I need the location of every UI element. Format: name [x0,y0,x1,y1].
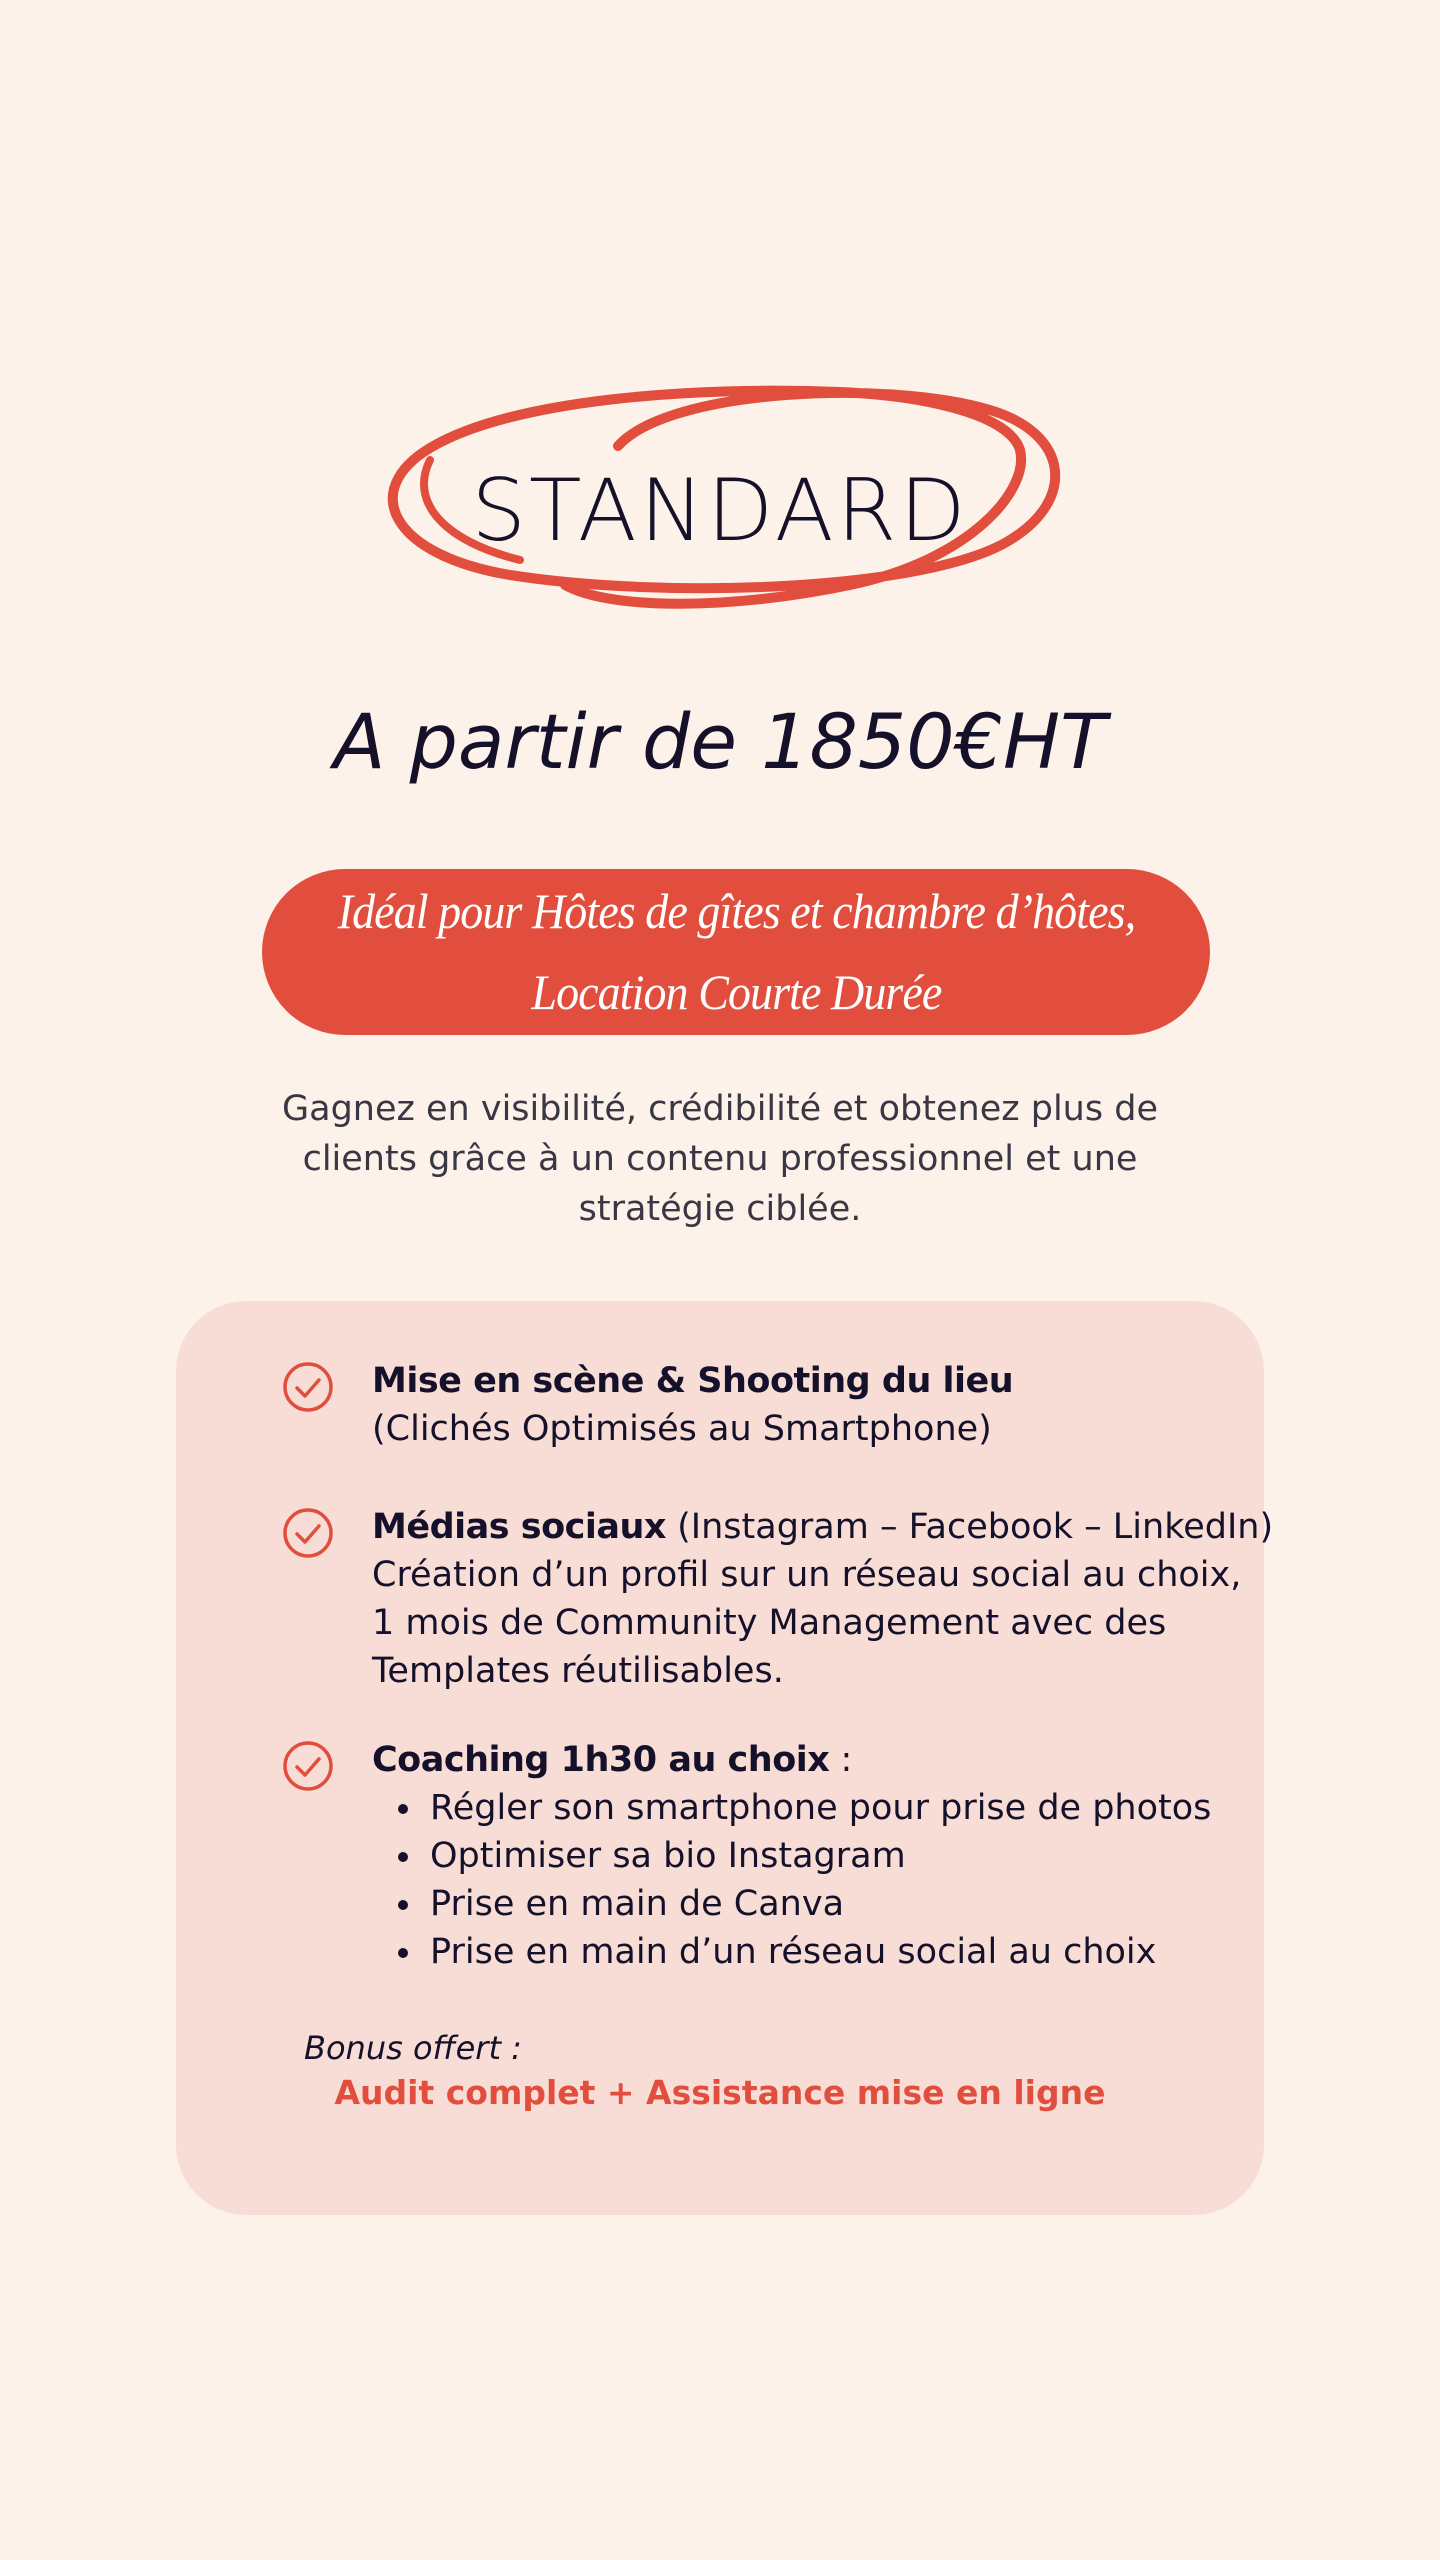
audience-line-1: Idéal pour Hôtes de gîtes et chambre d’hôtes, [337,883,1135,939]
feature-heading: Médias sociaux [372,1507,666,1547]
features-card [176,1301,1274,2215]
feature-heading-suffix: : [829,1740,853,1780]
feature-detail-line: Templates réutilisables. [372,1651,784,1691]
plan-price: A partir de 1850€HT [333,697,1107,786]
feature-heading: Coaching 1h30 au choix [372,1740,830,1780]
audience-line-2: Location Courte Durée [530,964,941,1020]
feature-detail-line: 1 mois de Community Management avec des [372,1603,1167,1643]
audience-text [337,871,1134,1033]
feature-social-body [372,1503,1292,1695]
check-circle-icon [282,1740,334,1792]
feature-coaching-body [372,1736,1292,1976]
bonus-value: Audit complet + Assistance mise en ligne [334,2073,1106,2112]
list-item: Régler son smartphone pour prise de photos [430,1784,1292,1832]
check-circle-icon [282,1507,334,1559]
feature-platforms: (Instagram – Facebook – LinkedIn) [666,1507,1274,1547]
audience-badge [262,869,1210,1035]
list-item: Prise en main d’un réseau social au choix [430,1928,1292,1976]
coaching-list [372,1784,1292,1976]
plan-title: STANDARD [471,461,969,561]
list-item: Prise en main de Canva [430,1880,1292,1928]
feature-detail: (Clichés Optimisés au Smartphone) [372,1409,992,1449]
plan-title-block [0,370,1440,670]
feature-detail-line: Création d’un profil sur un réseau social au choix, [372,1555,1242,1595]
check-circle-icon [282,1361,334,1413]
intro-text: Gagnez en visibilité, crédibilité et obtenez plus de clients grâce à un contenu professionnel et une stratégie ciblée. [282,1089,1158,1229]
feature-shooting-body [372,1357,1292,1453]
feature-heading: Mise en scène & Shooting du lieu [372,1361,1014,1401]
list-item: Optimiser sa bio Instagram [430,1832,1292,1880]
bonus-label: Bonus offert : [304,2029,522,2067]
